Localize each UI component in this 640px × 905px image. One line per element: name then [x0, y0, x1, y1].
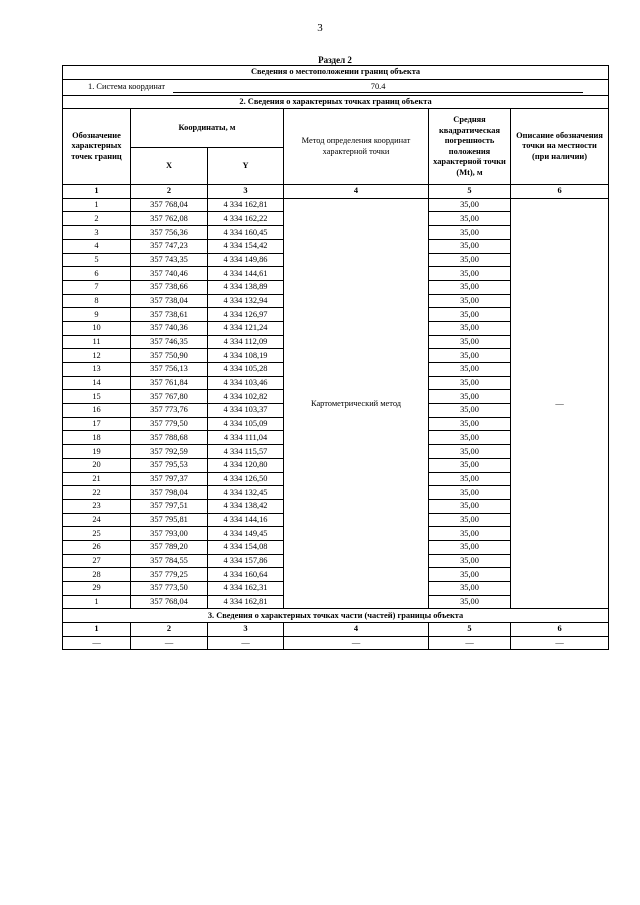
error-mt: 35,00	[429, 280, 511, 294]
point-number: 18	[63, 431, 131, 445]
method-cell: Картометрический метод	[284, 198, 429, 609]
table-row	[63, 198, 609, 212]
coord-y: 4 334 154,08	[208, 540, 284, 554]
column-number: 6	[511, 623, 609, 637]
header-description: Описание обозначения точки на местности (при наличии)	[511, 109, 609, 185]
column-number: 3	[208, 185, 284, 199]
error-mt: 35,00	[429, 595, 511, 609]
point-number: 4	[63, 239, 131, 253]
coord-y: 4 334 160,64	[208, 568, 284, 582]
error-mt: 35,00	[429, 198, 511, 212]
column-number: 6	[511, 185, 609, 199]
coord-x: 357 797,37	[131, 472, 208, 486]
coord-y: 4 334 126,97	[208, 308, 284, 322]
coord-y: 4 334 108,19	[208, 349, 284, 363]
error-mt: 35,00	[429, 431, 511, 445]
coord-y: 4 334 112,09	[208, 335, 284, 349]
coord-x: 357 767,80	[131, 390, 208, 404]
error-mt: 35,00	[429, 226, 511, 240]
coord-y: 4 334 162,81	[208, 198, 284, 212]
error-mt: 35,00	[429, 540, 511, 554]
column-number: 2	[131, 185, 208, 199]
coord-x: 357 762,08	[131, 212, 208, 226]
error-mt: 35,00	[429, 253, 511, 267]
subsection3-cell: —	[429, 636, 511, 650]
point-number: 14	[63, 376, 131, 390]
coord-y: 4 334 105,09	[208, 417, 284, 431]
point-number: 24	[63, 513, 131, 527]
coord-x: 357 743,35	[131, 253, 208, 267]
header-coords: Координаты, м	[131, 109, 284, 148]
description-cell: —	[511, 198, 609, 609]
coord-y: 4 334 162,22	[208, 212, 284, 226]
coord-y: 4 334 111,04	[208, 431, 284, 445]
coord-x: 357 773,76	[131, 404, 208, 418]
coord-x: 357 788,68	[131, 431, 208, 445]
header-x: X	[131, 148, 208, 185]
point-number: 25	[63, 527, 131, 541]
error-mt: 35,00	[429, 554, 511, 568]
point-number: 13	[63, 363, 131, 377]
coord-x: 357 740,36	[131, 321, 208, 335]
coord-y: 4 334 162,31	[208, 582, 284, 596]
coord-y: 4 334 160,45	[208, 226, 284, 240]
point-number: 9	[63, 308, 131, 322]
coord-x: 357 768,04	[131, 595, 208, 609]
coord-x: 357 768,04	[131, 198, 208, 212]
error-mt: 35,00	[429, 308, 511, 322]
point-number: 28	[63, 568, 131, 582]
coord-x: 357 798,04	[131, 486, 208, 500]
error-mt: 35,00	[429, 267, 511, 281]
column-number: 5	[429, 623, 511, 637]
coord-y: 4 334 144,16	[208, 513, 284, 527]
error-mt: 35,00	[429, 499, 511, 513]
coord-x: 357 740,46	[131, 267, 208, 281]
coord-x: 357 738,66	[131, 280, 208, 294]
error-mt: 35,00	[429, 458, 511, 472]
table-title: Сведения о местоположении границ объекта	[63, 66, 609, 80]
coord-x: 357 797,51	[131, 499, 208, 513]
point-number: 5	[63, 253, 131, 267]
point-number: 23	[63, 499, 131, 513]
coord-y: 4 334 154,42	[208, 239, 284, 253]
subsection3-title: 3. Сведения о характерных точках части (частей) границы объекта	[63, 609, 609, 623]
column-number: 4	[284, 185, 429, 199]
header-point: Обозначение характерных точек границ	[63, 109, 131, 185]
coord-y: 4 334 126,50	[208, 472, 284, 486]
subsection3-cell: —	[63, 636, 131, 650]
coord-y: 4 334 138,42	[208, 499, 284, 513]
header-error: Средняя квадратическая погрешность положения характерной точки (Mt), м	[429, 109, 511, 185]
header-y: Y	[208, 148, 284, 185]
error-mt: 35,00	[429, 294, 511, 308]
coord-x: 357 789,20	[131, 540, 208, 554]
coord-x: 357 773,50	[131, 582, 208, 596]
coord-x: 357 746,35	[131, 335, 208, 349]
subsection3-cell: —	[511, 636, 609, 650]
point-number: 3	[63, 226, 131, 240]
point-number: 11	[63, 335, 131, 349]
coord-y: 4 334 149,45	[208, 527, 284, 541]
coordinate-system-row	[63, 79, 609, 95]
error-mt: 35,00	[429, 417, 511, 431]
error-mt: 35,00	[429, 239, 511, 253]
column-number: 1	[63, 185, 131, 199]
coord-y: 4 334 132,94	[208, 294, 284, 308]
error-mt: 35,00	[429, 582, 511, 596]
point-number: 21	[63, 472, 131, 486]
error-mt: 35,00	[429, 321, 511, 335]
point-number: 10	[63, 321, 131, 335]
error-mt: 35,00	[429, 568, 511, 582]
coord-y: 4 334 115,57	[208, 445, 284, 459]
point-number: 19	[63, 445, 131, 459]
coord-x: 357 784,55	[131, 554, 208, 568]
coord-y: 4 334 103,37	[208, 404, 284, 418]
coord-x: 357 795,53	[131, 458, 208, 472]
point-number: 12	[63, 349, 131, 363]
error-mt: 35,00	[429, 349, 511, 363]
error-mt: 35,00	[429, 363, 511, 377]
coordinate-system-value: 70.4	[173, 81, 583, 93]
point-number: 20	[63, 458, 131, 472]
coord-y: 4 334 103,46	[208, 376, 284, 390]
point-number: 22	[63, 486, 131, 500]
coord-x: 357 756,36	[131, 226, 208, 240]
subsection3-cell: —	[208, 636, 284, 650]
error-mt: 35,00	[429, 513, 511, 527]
column-number: 3	[208, 623, 284, 637]
coord-y: 4 334 138,89	[208, 280, 284, 294]
error-mt: 35,00	[429, 390, 511, 404]
coord-y: 4 334 102,82	[208, 390, 284, 404]
point-number: 7	[63, 280, 131, 294]
error-mt: 35,00	[429, 212, 511, 226]
coord-x: 357 795,81	[131, 513, 208, 527]
column-number: 5	[429, 185, 511, 199]
column-number: 1	[63, 623, 131, 637]
coord-x: 357 750,90	[131, 349, 208, 363]
coord-y: 4 334 157,86	[208, 554, 284, 568]
coord-y: 4 334 121,24	[208, 321, 284, 335]
coord-x: 357 747,23	[131, 239, 208, 253]
coord-y: 4 334 120,80	[208, 458, 284, 472]
subsection3-cell: —	[284, 636, 429, 650]
column-number: 2	[131, 623, 208, 637]
error-mt: 35,00	[429, 445, 511, 459]
coord-x: 357 779,50	[131, 417, 208, 431]
subsection2-title: 2. Сведения о характерных точках границ объекта	[63, 95, 609, 109]
section-title: Раздел 2	[318, 55, 352, 65]
boundary-table	[62, 65, 609, 650]
point-number: 1	[63, 595, 131, 609]
error-mt: 35,00	[429, 486, 511, 500]
coord-y: 4 334 144,61	[208, 267, 284, 281]
point-number: 6	[63, 267, 131, 281]
point-number: 26	[63, 540, 131, 554]
coord-y: 4 334 162,81	[208, 595, 284, 609]
error-mt: 35,00	[429, 527, 511, 541]
coord-x: 357 793,00	[131, 527, 208, 541]
error-mt: 35,00	[429, 335, 511, 349]
page-number: 3	[317, 22, 323, 34]
header-method: Метод определения координат характерной точки	[284, 109, 429, 185]
point-number: 2	[63, 212, 131, 226]
point-number: 8	[63, 294, 131, 308]
coord-x: 357 738,61	[131, 308, 208, 322]
point-number: 16	[63, 404, 131, 418]
subsection3-cell: —	[131, 636, 208, 650]
point-number: 29	[63, 582, 131, 596]
point-number: 27	[63, 554, 131, 568]
coord-x: 357 761,84	[131, 376, 208, 390]
coord-x: 357 756,13	[131, 363, 208, 377]
column-number: 4	[284, 623, 429, 637]
error-mt: 35,00	[429, 376, 511, 390]
coord-x: 357 779,25	[131, 568, 208, 582]
coord-x: 357 738,04	[131, 294, 208, 308]
error-mt: 35,00	[429, 404, 511, 418]
coord-y: 4 334 149,86	[208, 253, 284, 267]
coordinate-system-label: 1. Система координат	[88, 82, 166, 92]
point-number: 1	[63, 198, 131, 212]
point-number: 15	[63, 390, 131, 404]
error-mt: 35,00	[429, 472, 511, 486]
point-number: 17	[63, 417, 131, 431]
coord-y: 4 334 105,28	[208, 363, 284, 377]
coord-x: 357 792,59	[131, 445, 208, 459]
coord-y: 4 334 132,45	[208, 486, 284, 500]
